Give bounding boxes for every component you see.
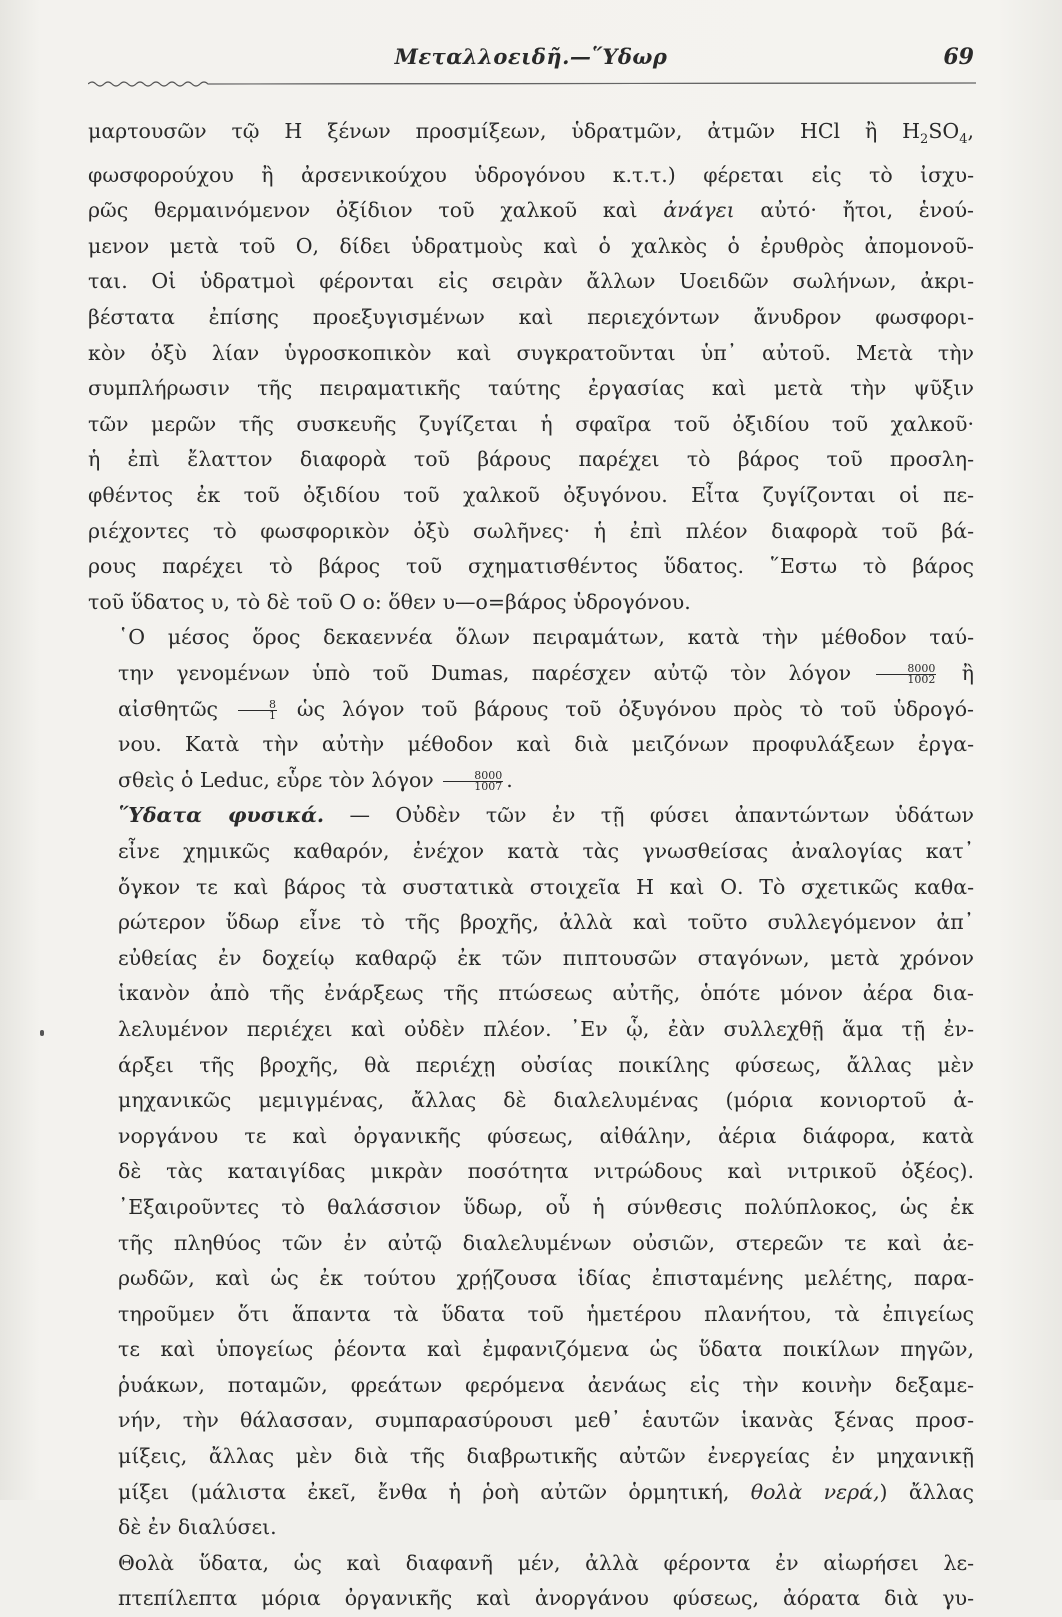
text-line: νοργάνου τε καὶ ὀργανικῆς φύσεως, αἰθάλην, ἀέρια διάφορα, κατὰ <box>118 1123 974 1148</box>
fraction: $\frac{8}{1}$ <box>238 700 277 721</box>
text-line: φωσφορούχου ἢ ἀρσενικούχου ὑδρογόνου κ.τ.τ.) φέρεται εἰς τὸ ἰσχυ- <box>88 162 974 187</box>
text-line: ὄγκον τε καὶ βάρος τὰ συστατικὰ στοιχεῖα Η καὶ Ο. Τὸ σχετικῶς καθα- <box>118 874 974 899</box>
text-line: ρωδῶν, καὶ ὡς ἐκ τούτου χρῄζουσα ἰδίας ἐπισταμένης μελέτης, παρα- <box>118 1266 974 1291</box>
text-line: ἱκανὸν ἀπὸ τῆς ἐνάρξεως τῆς πτώσεως αὐτῆς, ὁπότε μόνον ἀέρα δια- <box>118 981 974 1006</box>
text-line: κὸν ὀξὺ λίαν ὑγροσκοπικὸν καὶ συγκρατοῦνται ὑπ᾿ αὐτοῦ. Μετὰ τὴν <box>88 340 974 365</box>
text-line: τῆς πληθύος τῶν ἐν αὐτῷ διαλελυμένων οὐσιῶν, στερεῶν τε καὶ ἀε- <box>118 1230 974 1255</box>
fraction: $\frac{8000}{1002}$ <box>876 664 936 685</box>
text-line: λελυμένον περιέχει καὶ οὐδὲν πλέον. ᾿Εν ᾧ, ἐὰν συλλεχθῇ ἅμα τῇ ἐν- <box>118 1016 974 1041</box>
text-line: αἰσθητῶς $\frac{8}{1}$ ὡς λόγον τοῦ βάρους τοῦ ὀξυγόνου πρὸς τὸ τοῦ ὑδρογό- <box>118 696 974 722</box>
text-line: νου. Κατὰ τὴν αὐτὴν μέθοδον καὶ διὰ μειζόνων προφυλάξεων ἐργα- <box>118 732 974 757</box>
text-line: εὐθείας ἐν δοχείῳ καθαρῷ ἐκ τῶν πιπτουσῶν σταγόνων, μετὰ χρόνον <box>118 945 974 970</box>
margin-speck <box>40 1030 44 1036</box>
text-line: τε καὶ ὑπογείως ῥέοντα καὶ ἐμφανιζόμενα ὡς ὕδατα ποικίλων πηγῶν, <box>118 1337 974 1362</box>
text-line: ρους παρέχει τὸ βάρος τοῦ σχηματισθέντος ὕδατος. ῞Εστω τὸ βάρος <box>88 554 974 579</box>
paragraph <box>88 1546 974 1617</box>
text-line: φθέντος ἐκ τοῦ ὀξιδίου τοῦ χαλκοῦ ὀξυγόνου. Εἶτα ζυγίζονται οἱ πε- <box>88 483 974 508</box>
text-line: μενον μετὰ τοῦ Ο, δίδει ὑδρατμοὺς καὶ ὁ χαλκὸς ὁ ἐρυθρὸς ἀπομονοῦ- <box>88 233 974 258</box>
page-number: 69 <box>943 44 974 70</box>
section-heading: ῞Υδατα φυσικά. <box>118 803 325 828</box>
text-line: ἡ ἐπὶ ἔλαττον διαφορὰ τοῦ βάρους παρέχει τὸ βάρος τοῦ προσλη- <box>88 447 974 472</box>
text-line: Θολὰ ὕδατα, ὡς καὶ διαφανῆ μέν, ἀλλὰ φέροντα ἐν αἰωρήσει λε- <box>118 1550 974 1575</box>
text-line: πτεπίλεπτα μόρια ὀργανικῆς καὶ ἀνοργάνου φύσεως, ἀόρατα διὰ γυ- <box>118 1586 974 1611</box>
text-line: νήν, τὴν θάλασσαν, συμπαρασύρουσι μεθ᾿ ἑαυτῶν ἱκανὰς ξένας προσ- <box>118 1408 974 1433</box>
text-line: μίξεις, ἄλλας μὲν διὰ τῆς διαβρωτικῆς αὐτῶν ἐνεργείας ἐν μηχανικῇ <box>118 1444 974 1469</box>
running-title: Μεταλλοειδῆ.—῞Υδωρ <box>394 44 668 69</box>
text-line: εἶνε χημικῶς καθαρόν, ἐνέχον κατὰ τὰς γνωσθείσας ἀναλογίας κατ᾿ <box>118 838 974 863</box>
text-line: μίξει (μάλιστα ἐκεῖ, ἔνθα ἡ ῥοὴ αὐτῶν ὁρμητική, θολὰ νερά,) ἄλλας <box>118 1479 974 1504</box>
text-line: ριέχοντες τὸ φωσφορικὸν ὀξὺ σωλῆνες· ἡ ἐπὶ πλέον διαφορὰ τοῦ βά- <box>88 518 974 543</box>
text-line: ρῶς θερμαινόμενον ὀξίδιον τοῦ χαλκοῦ καὶ ἀνάγει αὐτό· ἤτοι, ἑνού- <box>88 198 974 223</box>
text-line: τηροῦμεν ὅτι ἅπαντα τὰ ὕδατα τοῦ ἡμετέρου πλανήτου, τὰ ἐπιγείως <box>118 1301 974 1326</box>
text-line: ᾿Εξαιροῦντες τὸ θαλάσσιον ὕδωρ, οὗ ἡ σύνθεσις πολύπλοκος, ὡς ἐκ <box>118 1194 974 1219</box>
text-line: μαρτουσῶν τῷ Η ξένων προσμίξεων, ὑδρατμῶν, ἀτμῶν HCl ἢ $H_2SO_4$, <box>88 119 974 148</box>
text-line: άρξει τῆς βροχῆς, θὰ περιέχῃ οὐσίας ποικίλης φύσεως, ἄλλας μὲν <box>118 1052 974 1077</box>
text-line: ται. Οἱ ὑδρατμοὶ φέρονται εἰς σειρὰν ἄλλων Uοειδῶν σωλήνων, ἀκρι- <box>88 269 974 294</box>
text-line: δὲ τὰς καταιγίδας μικρὰν ποσότητα νιτρώδους καὶ νιτρικοῦ ὀξέος). <box>118 1159 974 1184</box>
text-line: τοῦ ὕδατος υ, τὸ δὲ τοῦ Ο ο: ὅθεν υ—ο=βάρος ὑδρογόνου. <box>88 589 691 614</box>
paragraph <box>88 798 974 1545</box>
text-line: σθεὶς ὁ Leduc, εὗρε τὸν λόγον $\frac{8000}{1007}$ . <box>118 767 513 793</box>
text-line: βέστατα ἐπίσης προεξυγισμένων καὶ περιεχόντων ἄνυδρον φωσφορι- <box>88 305 974 330</box>
text-line: δὲ ἐν διαλύσει. <box>118 1515 277 1540</box>
fraction: $\frac{8000}{1007}$ <box>443 771 503 792</box>
text-line: συμπλήρωσιν τῆς πειραματικῆς ταύτης ἐργασίας καὶ μετὰ τὴν ψῦξιν <box>88 376 974 401</box>
body-text <box>88 114 974 1617</box>
header-rule <box>88 78 976 88</box>
paragraph <box>88 114 974 620</box>
text-line: τῶν μερῶν τῆς συσκευῆς ζυγίζεται ἡ σφαῖρα τοῦ ὀξιδίου τοῦ χαλκοῦ· <box>88 411 974 436</box>
text-line: ῾Ο μέσος ὅρος δεκαεννέα ὅλων πειραμάτων, κατὰ τὴν μέθοδον ταύ- <box>118 625 974 650</box>
text-line: ῞Υδατα φυσικά. — Οὐδὲν τῶν ἐν τῇ φύσει ἀπαντώντων ὑδάτων <box>118 803 974 828</box>
text-line: την γενομένων ὑπὸ τοῦ Dumas, παρέσχεν αὐτῷ τὸν λόγον $\frac{8000}{1002}$ ἢ <box>118 661 974 686</box>
text-line: ρώτερον ὕδωρ εἶνε τὸ τῆς βροχῆς, ἀλλὰ καὶ τοῦτο συλλεγόμενον ἀπ᾿ <box>118 910 974 935</box>
text-line: μηχανικῶς μεμιγμένας, ἄλλας δὲ διαλελυμένας (μόρια κονιορτοῦ ἀ- <box>118 1088 974 1113</box>
paragraph <box>88 620 974 798</box>
text-line: ῥυάκων, ποταμῶν, φρεάτων φερόμενα ἀενάως εἰς τὴν κοινὴν δεξαμε- <box>118 1372 974 1397</box>
